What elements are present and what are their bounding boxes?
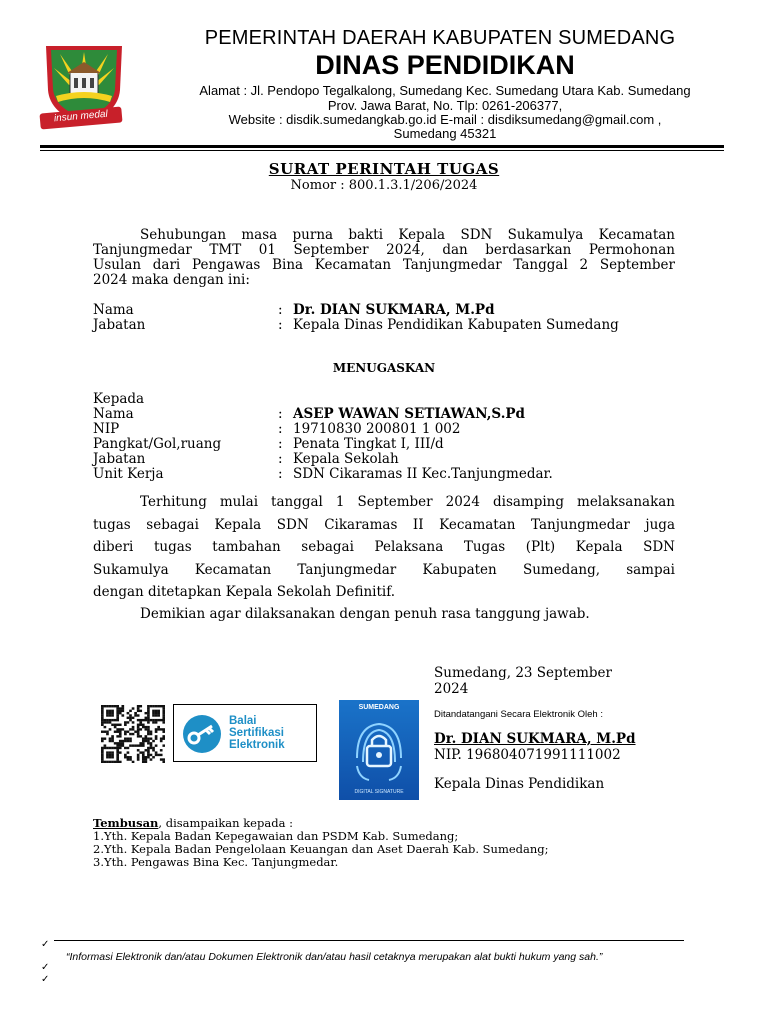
colon: : [278, 436, 283, 452]
cc-item-2: 2.Yth. Kepala Badan Pengelolaan Keuangan dan Aset Daerah Kab. Sumedang; [93, 842, 549, 856]
assignee-name-label: Nama [93, 406, 134, 422]
signer-position: Kepala Dinas Pendidikan [434, 776, 605, 792]
intro-line-4: 2024 maka dengan ini: [93, 272, 250, 288]
letterhead-rule-thin [40, 150, 724, 151]
place-date-line-2: 2024 [434, 681, 469, 697]
cc-intro: , disampaikan kepada : [158, 816, 293, 830]
intro-line-3: Usulan dari Pengawas Bina Kecamatan Tanjungmedar Tanggal 2 September [93, 257, 675, 273]
bsre-text-3: Elektronik [229, 739, 285, 751]
assignee-position-label: Jabatan [93, 451, 146, 467]
colon: : [278, 406, 283, 422]
intro-line-2: Tanjungmedar TMT 01 September 2024, dan berdasarkan Permohonan [93, 242, 675, 258]
qr-code [101, 705, 165, 763]
body-line-2: tugas sebagai Kepala SDN Cikaramas II Kecamatan Tanjungmedar juga [93, 517, 675, 533]
signer-nip: NIP. 196804071991111002 [434, 747, 621, 763]
logo-ribbon-text: insun medal [53, 108, 109, 125]
body-line-5: dengan ditetapkan Kepala Sekolah Definitif. [93, 584, 396, 600]
address-line-4: Sumedang 45321 [393, 126, 497, 141]
assignee-rank-label: Pangkat/Gol,ruang [93, 436, 222, 452]
letterhead-rule-thick [40, 145, 724, 148]
footer-disclaimer: “Informasi Elektronik dan/atau Dokumen Elektronik dan/atau hasil cetaknya merupakan alat bukti hukum yang sah.” [66, 951, 603, 963]
body-line-1: Terhitung mulai tanggal 1 September 2024 disamping melaksanakan [140, 494, 675, 510]
fingerprint-lock-icon [351, 718, 407, 784]
place-date-line-1: Sumedang, 23 September [434, 665, 612, 681]
address-line-1: Alamat : Jl. Pendopo Tegalkalong, Sumedang Kec. Sumedang Utara Kab. Sumedang [199, 83, 691, 98]
bsre-key-icon [182, 714, 222, 754]
to-label: Kepada [93, 391, 145, 407]
digital-signature-badge [339, 700, 419, 800]
assignee-position: Kepala Sekolah [293, 451, 399, 467]
agency-name: DINAS PENDIDIKAN [315, 50, 575, 80]
issuer-position-label: Jabatan [93, 317, 146, 333]
closing-line: Demikian agar dilaksanakan dengan penuh rasa tanggung jawab. [140, 606, 590, 622]
bsre-text-2: Sertifikasi [229, 727, 284, 739]
government-name: PEMERINTAH DAERAH KABUPATEN SUMEDANG [204, 27, 676, 49]
bsre-text-1: Balai [229, 715, 257, 727]
footer-rule [54, 940, 684, 941]
assignee-unit-label: Unit Kerja [93, 466, 164, 482]
badge-top-text: SUMEDANG [358, 704, 400, 711]
check-icon: ✓ [41, 974, 50, 985]
check-icon: ✓ [41, 939, 50, 950]
letter-title: SURAT PERINTAH TUGAS [268, 160, 500, 178]
bsre-logo [173, 704, 317, 762]
issuer-name: Dr. DIAN SUKMARA, M.Pd [293, 302, 495, 318]
cc-item-1: 1.Yth. Kepala Badan Kepegawaian dan PSDM Kab. Sumedang; [93, 829, 459, 843]
address-line-2: Prov. Jawa Barat, No. Tlp: 0261-206377, [327, 98, 563, 113]
body-line-3: diberi tugas tambahan sebagai Pelaksana Tugas (Plt) Kepala SDN [93, 539, 675, 555]
signed-note: Ditandatangani Secara Elektronik Oleh : [434, 709, 603, 720]
signer-name: Dr. DIAN SUKMARA, M.Pd [434, 731, 636, 747]
issuer-name-label: Nama [93, 302, 134, 318]
assignee-unit: SDN Cikaramas II Kec.Tanjungmedar. [293, 466, 553, 482]
intro-line-1: Sehubungan masa purna bakti Kepala SDN Sukamulya Kecamatan [140, 227, 675, 243]
assignee-rank: Penata Tingkat I, III/d [293, 436, 444, 452]
assignee-nip: 19710830 200801 1 002 [293, 421, 461, 437]
issuer-position: Kepala Dinas Pendidikan Kabupaten Sumedang [293, 317, 619, 333]
colon: : [278, 466, 283, 482]
assignee-name: ASEP WAWAN SETIAWAN,S.Pd [293, 406, 525, 422]
qr-code-icon [101, 705, 165, 763]
cc-item-3: 3.Yth. Pengawas Bina Kec. Tanjungmedar. [93, 855, 339, 869]
colon: : [278, 421, 283, 437]
badge-bottom-text: DIGITAL SIGNATURE [354, 789, 404, 795]
assign-heading: MENUGASKAN [332, 361, 436, 375]
colon: : [278, 451, 283, 467]
body-line-4: Sukamulya Kecamatan Tanjungmedar Kabupaten Sumedang, sampai [93, 562, 675, 578]
colon: : [278, 302, 283, 318]
cc-label: Tembusan [93, 816, 159, 830]
check-icon: ✓ [41, 962, 50, 973]
colon: : [278, 317, 283, 333]
address-line-3: Website : disdik.sumedangkab.go.id E-mail : disdiksumedang@gmail.com , [228, 112, 662, 127]
letter-number: Nomor : 800.1.3.1/206/2024 [290, 178, 478, 193]
assignee-nip-label: NIP [93, 421, 120, 437]
